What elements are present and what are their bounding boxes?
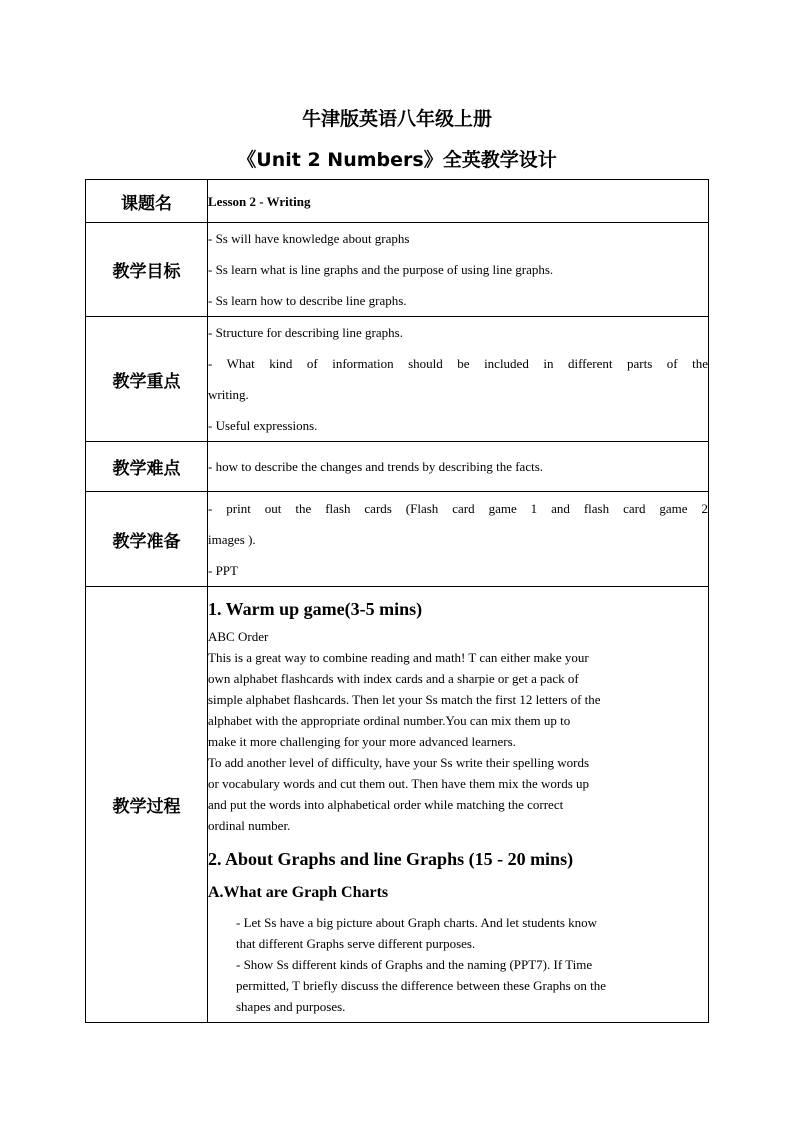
section1-heading: 1. Warm up game(3-5 mins) (208, 599, 423, 619)
key-point-item: - Structure for describing line graphs. (208, 325, 403, 340)
key-points-label: 教学重点 (86, 317, 208, 442)
section2a-line: permitted, T briefly discuss the difference between these Graphs on the (236, 978, 607, 993)
section1-body (208, 626, 708, 836)
section1-line: alphabet with the appropriate ordinal number.You can mix them up to (208, 713, 571, 728)
section2-heading: 2. About Graphs and line Graphs (15 - 20 mins) (208, 849, 574, 869)
section2a-body (208, 912, 708, 1017)
table-row-preparation (86, 492, 709, 587)
key-point-item: - Useful expressions. (208, 418, 318, 433)
section2a-line: - Show Ss different kinds of Graphs and the naming (PPT7). If Time (236, 957, 593, 972)
key-point-item: writing. (208, 387, 249, 402)
preparation-item: - print out the flash cards (Flash card game 1 and flash card game 2 (208, 500, 708, 516)
objectives-label: 教学目标 (86, 223, 208, 317)
table-row-process (86, 587, 709, 1023)
section1-line: To add another level of difficulty, have your Ss write their spelling words (208, 755, 590, 770)
difficulties-content (208, 442, 709, 492)
section2a-line: - Let Ss have a big picture about Graph charts. And let students know (236, 915, 598, 930)
section1-line: or vocabulary words and cut them out. Then have them mix the words up (208, 776, 590, 791)
section2a-line: that different Graphs serve different purposes. (236, 936, 476, 951)
preparation-item: - PPT (208, 562, 238, 578)
preparation-content (208, 492, 709, 587)
preparation-label: 教学准备 (86, 492, 208, 587)
difficulties-label: 教学难点 (86, 442, 208, 492)
objective-item: - Ss will have knowledge about graphs (208, 231, 410, 246)
preparation-item: images ). (208, 531, 256, 547)
section1-line: and put the words into alphabetical order while matching the correct (208, 797, 564, 812)
section1-line: simple alphabet flashcards. Then let your Ss match the first 12 letters of the (208, 692, 601, 707)
section2a-line: shapes and purposes. (236, 999, 346, 1014)
table-row-topic (86, 180, 709, 223)
topic-label: 课题名 (86, 180, 208, 223)
section1-line: make it more challenging for your more advanced learners. (208, 734, 516, 749)
document-title: 牛津版英语八年级上册 (301, 108, 492, 130)
lesson-plan-table (85, 179, 709, 1023)
section1-line: ordinal number. (208, 818, 291, 833)
objective-item: - Ss learn how to describe line graphs. (208, 293, 407, 308)
difficulty-item: - how to describe the changes and trends by describing the facts. (208, 459, 544, 474)
process-content (208, 587, 709, 1023)
topic-value (208, 180, 709, 223)
objectives-content (208, 223, 709, 317)
section2a-heading: A.What are Graph Charts (208, 884, 389, 901)
objective-item: - Ss learn what is line graphs and the purpose of using line graphs. (208, 262, 554, 277)
process-label: 教学过程 (86, 587, 208, 1023)
table-row-objectives (86, 223, 709, 317)
table-row-key-points (86, 317, 709, 442)
section1-line: own alphabet flashcards with index cards and a sharpie or get a pack of (208, 671, 579, 686)
section1-line: This is a great way to combine reading and math! T can either make your (208, 650, 589, 665)
document-subtitle: 《Unit 2 Numbers》全英教学设计 (237, 149, 557, 171)
key-points-content (208, 317, 709, 442)
key-point-item: - What kind of information should be included in different parts of the (208, 356, 708, 371)
section1-line: ABC Order (208, 629, 269, 644)
table-row-difficulties (86, 442, 709, 492)
topic-text: Lesson 2 - Writing (208, 193, 311, 209)
